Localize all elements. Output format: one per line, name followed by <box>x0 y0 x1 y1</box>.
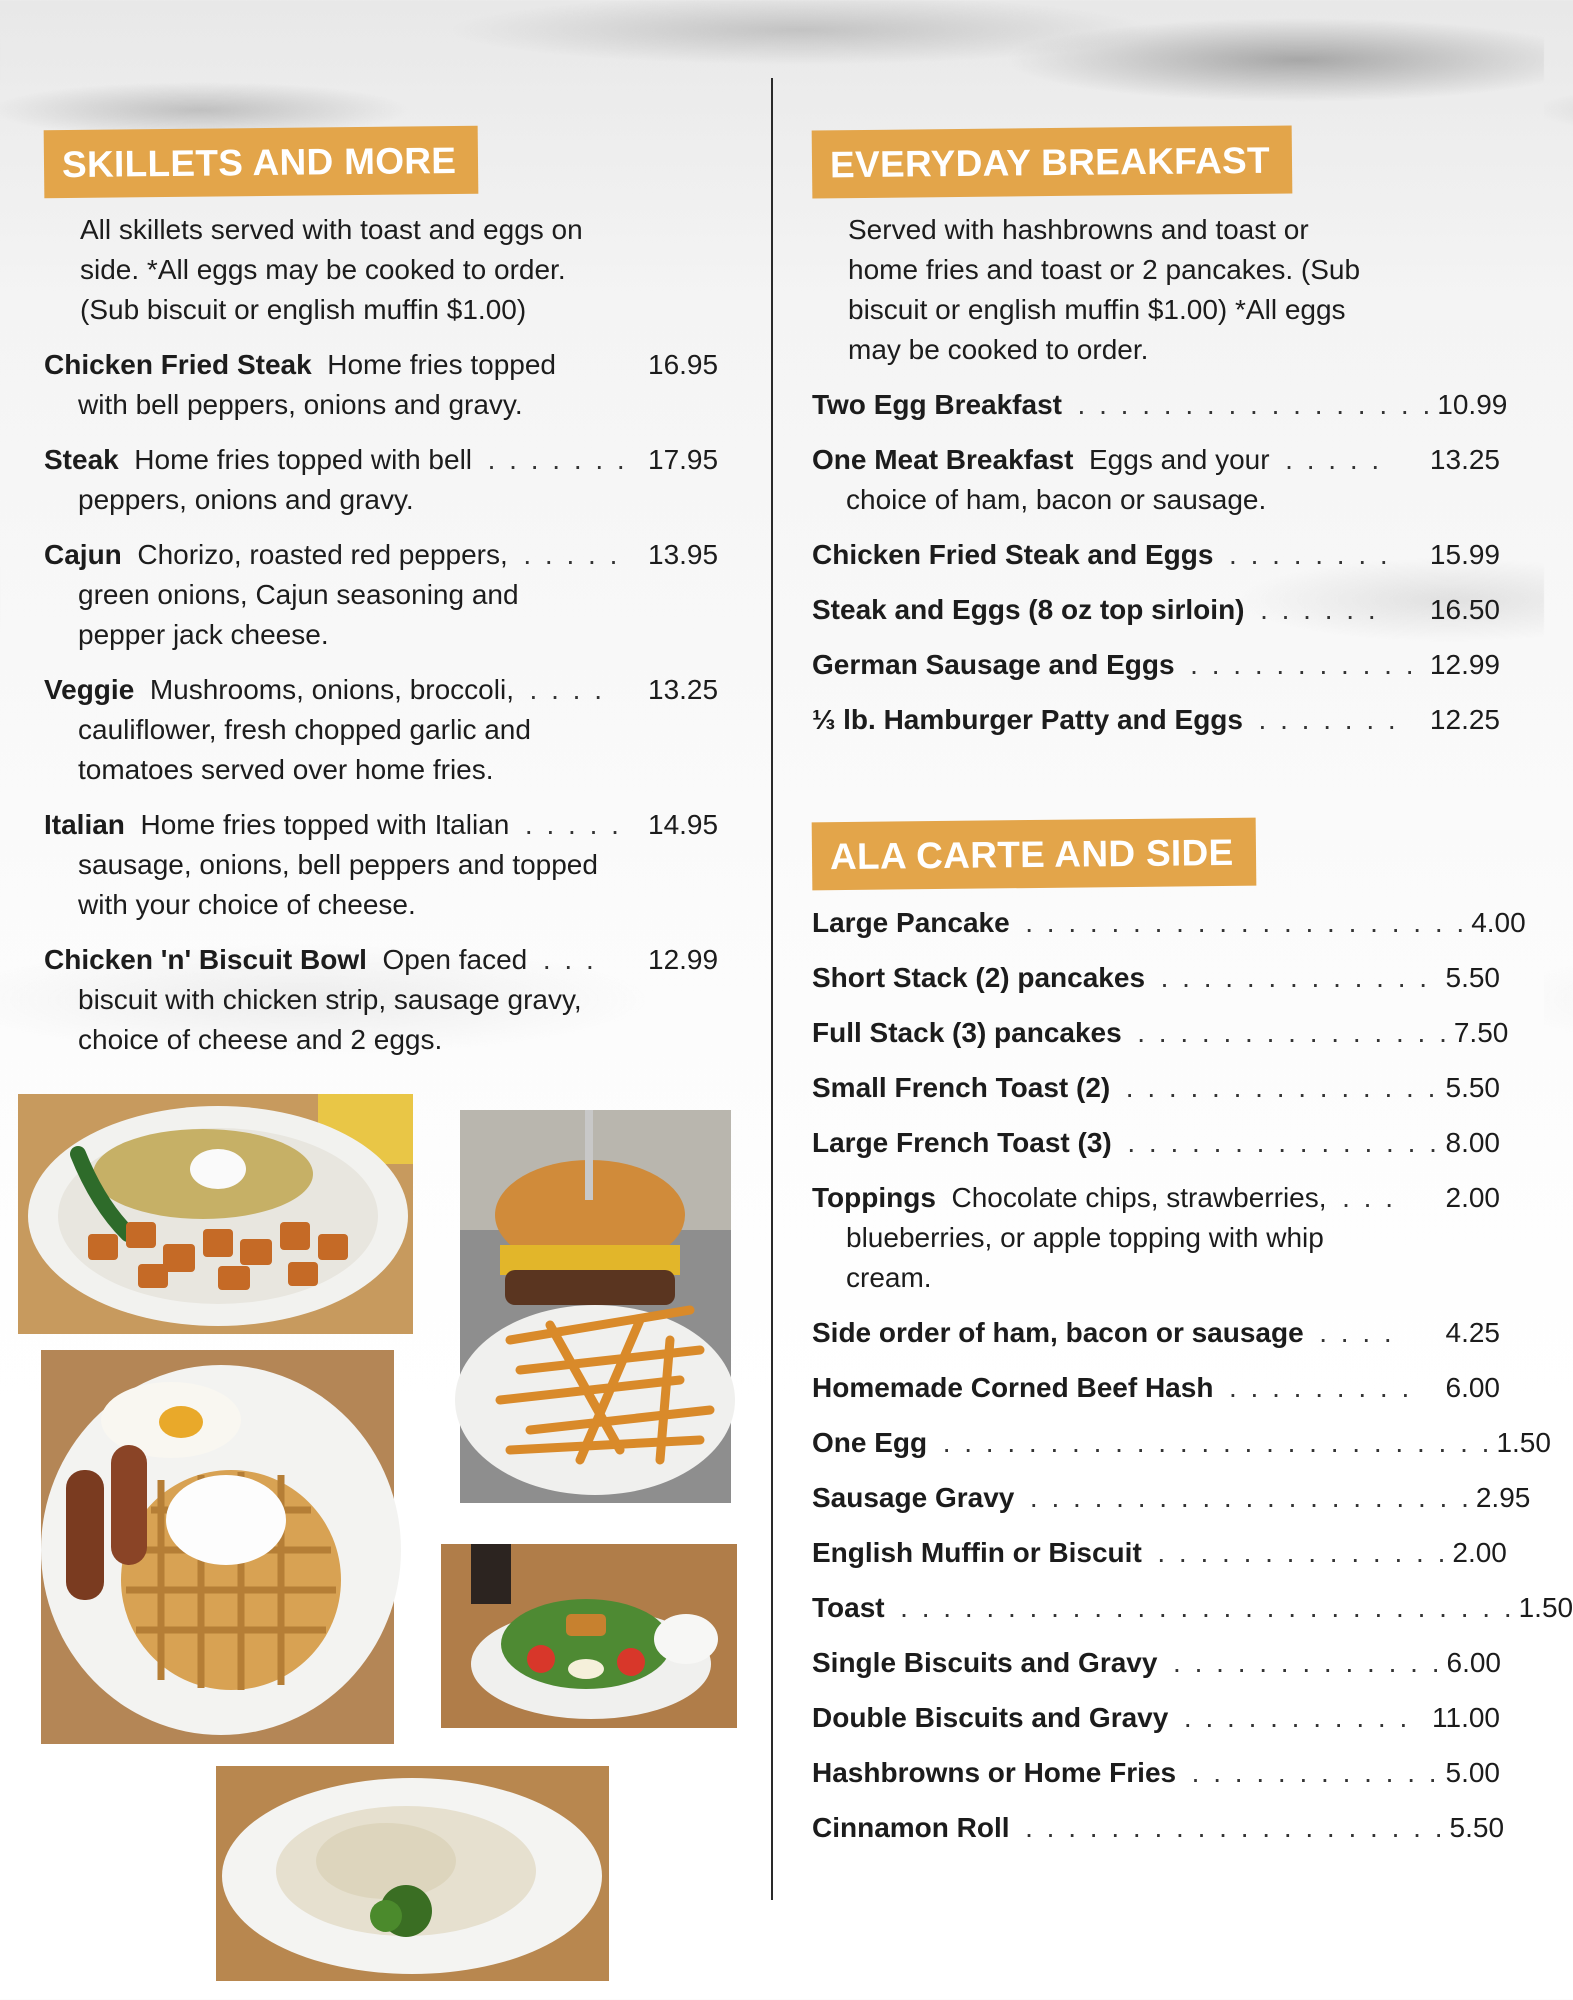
menu-item-description: Home fries topped with Italian <box>140 809 510 840</box>
menu-item-name: Large Pancake <box>812 907 1010 938</box>
menu-item <box>44 940 734 1060</box>
menu-item-description: Eggs and your <box>1089 444 1270 475</box>
menu-item <box>44 805 734 925</box>
menu-item <box>812 645 1502 685</box>
menu-item-description: Open faced <box>382 944 528 975</box>
alacarte-heading: ALA CARTE AND SIDE <box>812 818 1256 891</box>
menu-item-description-line: biscuit with chicken strip, sausage gravy, <box>78 984 582 1015</box>
leader-dots: . . . . . . . . . . . <box>1183 1702 1411 1733</box>
menu-item-name: Single Biscuits and Gravy <box>812 1647 1158 1678</box>
menu-item-name: Steak <box>44 444 119 475</box>
leader-dots: . . . . . . . . . . . . . . . . . . . . . <box>1029 1482 1472 1513</box>
menu-item-name: Large French Toast (3) <box>812 1127 1112 1158</box>
menu-item-price: 5.50 <box>1445 962 1500 993</box>
menu-item-price: 6.00 <box>1446 1647 1501 1678</box>
leader-dots: . . . . . <box>523 539 621 570</box>
menu-item <box>812 958 1502 998</box>
menu-item-name: Sausage Gravy <box>812 1482 1015 1513</box>
menu-item-price: 5.00 <box>1445 1757 1500 1788</box>
menu-item <box>812 903 1526 943</box>
menu-item-description: Home fries topped with bell <box>134 444 473 475</box>
menu-item <box>812 385 1508 425</box>
breakfast-list <box>812 385 1508 740</box>
column-divider <box>771 78 773 1900</box>
menu-item <box>812 1808 1505 1848</box>
menu-item-price: 8.00 <box>1445 1127 1500 1158</box>
leader-dots: . . . . . . . . . . . . . . . . . . . . . . . . . . <box>942 1427 1493 1458</box>
menu-item-price: 10.99 <box>1437 389 1508 420</box>
menu-item <box>812 1423 1551 1463</box>
menu-item <box>812 440 1502 520</box>
menu-item-description: Chorizo, roasted red peppers, <box>137 539 508 570</box>
breakfast-heading: EVERYDAY BREAKFAST <box>812 125 1293 198</box>
menu-item-name: English Muffin or Biscuit <box>812 1537 1142 1568</box>
leader-dots: . . . . . <box>524 809 622 840</box>
menu-item-description-line: choice of ham, bacon or sausage. <box>846 484 1267 515</box>
leader-dots: . . . . . . . . . . . <box>1190 649 1417 680</box>
leader-dots: . . . . . . . . <box>1229 539 1391 570</box>
menu-item-name: Cinnamon Roll <box>812 1812 1010 1843</box>
menu-item-name: One Meat Breakfast <box>812 444 1074 475</box>
menu-item-description-line: pepper jack cheese. <box>78 619 329 650</box>
menu-item-price: 7.50 <box>1453 1017 1509 1048</box>
leader-dots: . . . . . . . . . . . . . . . <box>1137 1017 1450 1048</box>
menu-item <box>812 1368 1502 1408</box>
leader-dots: . . . . . . <box>1260 594 1379 625</box>
menu-item-price: 15.99 <box>1429 539 1500 570</box>
leader-dots: . . . . . . . . . . . . . . . . . <box>1077 389 1434 420</box>
alacarte-list <box>812 903 1573 1848</box>
leader-dots: . . . . . . . . . . . . . . . <box>1125 1072 1439 1103</box>
photo-burger-fries <box>460 1110 731 1503</box>
menu-item-price: 6.00 <box>1445 1372 1500 1403</box>
menu-item-price: 12.99 <box>1429 649 1500 680</box>
menu-item-name: Veggie <box>44 674 135 705</box>
menu-item <box>812 1588 1573 1628</box>
menu-item <box>812 1178 1502 1298</box>
menu-item <box>44 440 734 520</box>
menu-item-price: 1.50 <box>1518 1592 1573 1623</box>
menu-item-price: 4.25 <box>1445 1317 1500 1348</box>
menu-item-price: 16.50 <box>1429 594 1500 625</box>
photo-skillet-home-fries <box>18 1094 413 1334</box>
menu-item-name: Full Stack (3) pancakes <box>812 1017 1122 1048</box>
leader-dots: . . . <box>1342 1182 1396 1213</box>
leader-dots: . . . . . . . <box>1258 704 1399 735</box>
menu-item <box>812 1698 1502 1738</box>
menu-item <box>44 535 734 655</box>
leader-dots: . . . . . . . . . <box>1229 1372 1413 1403</box>
leader-dots: . . . . . . . <box>487 444 628 475</box>
menu-item-name: German Sausage and Eggs <box>812 649 1175 680</box>
photo-salad <box>441 1544 737 1728</box>
menu-item <box>812 1643 1502 1683</box>
menu-item-name: Chicken Fried Steak and Eggs <box>812 539 1214 570</box>
menu-item-description: Home fries topped <box>327 349 557 380</box>
menu-item <box>812 1533 1507 1573</box>
photo-biscuits-gravy <box>216 1766 609 1981</box>
leader-dots: . . . . . . . . . . . . <box>1191 1757 1440 1788</box>
menu-item-description-line: tomatoes served over home fries. <box>78 754 494 785</box>
leader-dots: . . . . . . . . . . . . . . . . . . . . <box>1025 1812 1446 1843</box>
leader-dots: . . . . . . . . . . . . . . <box>1157 1537 1449 1568</box>
leader-dots: . . . . . . . . . . . . . <box>1160 962 1431 993</box>
menu-item-price: 16.95 <box>648 349 719 380</box>
menu-item-price: 11.00 <box>1432 1702 1500 1733</box>
leader-dots: . . . . . . . . . . . . . . . . . . . . . . . . . . . . . <box>900 1592 1515 1623</box>
menu-item <box>812 1123 1502 1163</box>
breakfast-section <box>812 128 1573 1848</box>
menu-item-name: ⅓ lb. Hamburger Patty and Eggs <box>812 704 1243 735</box>
menu-item-name: Italian <box>44 809 125 840</box>
menu-item-name: Homemade Corned Beef Hash <box>812 1372 1214 1403</box>
leader-dots: . . . . <box>1319 1317 1395 1348</box>
menu-item-name: Chicken 'n' Biscuit Bowl <box>44 944 367 975</box>
menu-item-price: 13.25 <box>648 674 719 705</box>
menu-item <box>812 1068 1502 1108</box>
breakfast-intro: Served with hashbrowns and toast or home fries and toast or 2 pancakes. (Sub biscuit or english muffin $1.00) *All eggs may be cooked to order. <box>848 214 1361 365</box>
menu-item-price: 13.95 <box>648 539 719 570</box>
menu-item-description-line: with your choice of cheese. <box>78 889 416 920</box>
menu-item-description: Mushrooms, onions, broccoli, <box>149 674 514 705</box>
menu-item-price: 12.25 <box>1429 704 1500 735</box>
menu-item <box>812 1478 1531 1518</box>
skillets-list <box>44 345 734 1060</box>
menu-item-name: Short Stack (2) pancakes <box>812 962 1146 993</box>
skillets-heading: SKILLETS AND MORE <box>44 126 479 199</box>
menu-item-name: Hashbrowns or Home Fries <box>812 1757 1177 1788</box>
menu-item-description-line: blueberries, or apple topping with whip <box>846 1222 1324 1253</box>
leader-dots: . . . <box>542 944 597 975</box>
menu-item-price: 1.50 <box>1496 1427 1551 1458</box>
menu-item-price: 5.50 <box>1445 1072 1500 1103</box>
leader-dots: . . . . . <box>1285 444 1383 475</box>
menu-item-name: Small French Toast (2) <box>812 1072 1111 1103</box>
skillets-section <box>44 128 734 1060</box>
menu-item <box>812 535 1502 575</box>
menu-item <box>44 670 734 790</box>
menu-item <box>812 590 1502 630</box>
menu-item-description-line: cauliflower, fresh chopped garlic and <box>78 714 531 745</box>
leader-dots: . . . . . . . . . . . . . . . <box>1127 1127 1440 1158</box>
menu-item <box>812 1313 1502 1353</box>
menu-item-name: One Egg <box>812 1427 928 1458</box>
skillets-intro: All skillets served with toast and eggs on side. *All eggs may be cooked to order. (Sub biscuit or english muffin $1.00) <box>80 214 583 325</box>
photo-waffle-sausage-eggs <box>41 1350 394 1744</box>
menu-item <box>812 1753 1502 1793</box>
menu-item-name: Two Egg Breakfast <box>812 389 1062 420</box>
menu-item-description: Chocolate chips, strawberries, <box>951 1182 1327 1213</box>
menu-item-name: Chicken Fried Steak <box>44 349 312 380</box>
menu-item-description-line: peppers, onions and gravy. <box>78 484 414 515</box>
menu-item <box>812 700 1502 740</box>
menu-item-name: Side order of ham, bacon or sausage <box>812 1317 1304 1348</box>
leader-dots: . . . . . . . . . . . . . . . . . . . . . <box>1025 907 1468 938</box>
menu-item-price: 2.00 <box>1452 1537 1507 1568</box>
menu-item-description-line: choice of cheese and 2 eggs. <box>78 1024 443 1055</box>
menu-item-price: 14.95 <box>648 809 719 840</box>
menu-item <box>812 1013 1509 1053</box>
menu-item-name: Toppings <box>812 1182 936 1213</box>
menu-item-name: Toast <box>812 1592 885 1623</box>
menu-item-price: 2.95 <box>1475 1482 1531 1513</box>
menu-item-description-line: cream. <box>846 1262 932 1293</box>
leader-dots: . . . . <box>529 674 606 705</box>
menu-item-description-line: with bell peppers, onions and gravy. <box>78 389 523 420</box>
menu-item-description-line: sausage, onions, bell peppers and topped <box>78 849 598 880</box>
menu-item-price: 5.50 <box>1449 1812 1505 1843</box>
menu-item-price: 13.25 <box>1429 444 1500 475</box>
menu-item-price: 4.00 <box>1471 907 1526 938</box>
menu-item-price: 12.99 <box>648 944 719 975</box>
menu-item-name: Double Biscuits and Gravy <box>812 1702 1169 1733</box>
menu-item-price: 17.95 <box>648 444 719 475</box>
menu-item-description-line: green onions, Cajun seasoning and <box>78 579 519 610</box>
menu-item <box>44 345 734 425</box>
menu-item-name: Steak and Eggs (8 oz top sirloin) <box>812 594 1245 625</box>
menu-item-name: Cajun <box>44 539 122 570</box>
leader-dots: . . . . . . . . . . . . . <box>1173 1647 1443 1678</box>
menu-item-price: 2.00 <box>1445 1182 1500 1213</box>
